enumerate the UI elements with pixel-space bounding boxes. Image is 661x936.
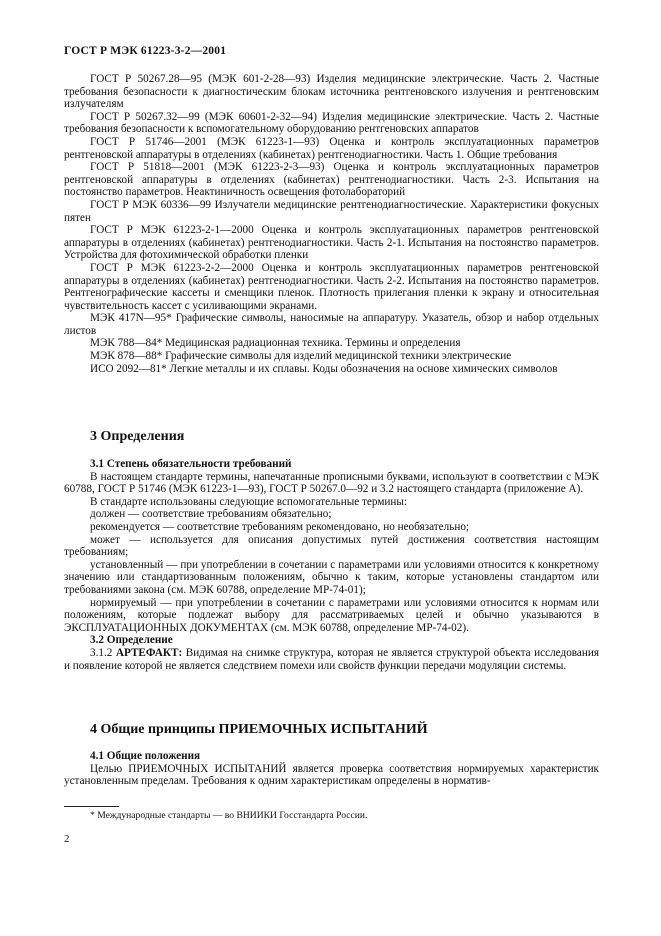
subsection-heading: 4.1 Общие положения	[90, 750, 201, 762]
footnote-divider	[64, 806, 119, 807]
reference-item: ГОСТ Р МЭК 61223-2-2—2000 Оценка и контроль эксплуатационных параметров рентгеновской аппаратуры в отделениях (кабинетах) рентгенодиагностики. Часть 2-2. Испытания на постоянство параметров. Рентгенографические кассеты и сменщики пленок. Плотность прилегания пленки к экрану и относительная чувствительность кассет с усиливающими экранами.	[64, 261, 599, 312]
paragraph: должен — соответствие требованиям обязательно;	[90, 508, 332, 521]
reference-item: ГОСТ Р 51746—2001 (МЭК 61223-1—93) Оценка и контроль эксплуатационных параметров рентгеновской аппаратуры в отделениях (кабинетах) рентгенодиагностики. Часть 1. Общие требования	[64, 135, 599, 161]
section-heading: 3 Определения	[90, 429, 185, 444]
section-acceptance-tests	[64, 750, 599, 788]
reference-item: ГОСТ Р 50267.32—99 (МЭК 60601-2-32—94) Изделия медицинские электрические. Часть 2. Частные требования безопасности к вспомогательному оборудованию рентгеновских аппаратов	[64, 110, 599, 136]
paragraph: Целью ПРИЕМОЧНЫХ ИСПЫТАНИЙ является проверка соответствия нормируемых характеристик установленным пределам. Требования к одним характеристикам определены в норматив-	[64, 762, 599, 788]
reference-item: ГОСТ Р 50267.28—95 (МЭК 601-2-28—93) Изделия медицинские электрические. Часть 2. Частные требования безопасности к диагностическим блокам источника рентгеновского излучения и рентгеновским излучателям	[64, 73, 599, 111]
definition-text: Видимая на снимке структура, которая не является структурой объекта исследования и появление которой не является следствием помехи или свойств функции передачи модуляции системы.	[64, 646, 600, 672]
subsection-heading: 3.1 Степень обязательности требований	[90, 458, 292, 470]
subsection-heading: 3.2 Определение	[90, 634, 173, 647]
definition-number: 3.1.2	[90, 646, 113, 659]
document-header: ГОСТ Р МЭК 61223-3-2—2001	[64, 45, 227, 57]
paragraph: В настоящем стандарте термины, напечатанные прописными буквами, используют в соответствии с МЭК 60788, ГОСТ Р 51746 (МЭК 61223-1—93), ГОСТ Р 50267.0—92 и 3.2 настоящего стандарта (приложение А).	[64, 470, 599, 496]
reference-item: МЭК 878—88* Графические символы для изделий медицинской техники электрические	[90, 350, 512, 363]
section-definitions	[64, 458, 599, 672]
paragraph: может — используется для описания допустимых путей достижения соответствия настоящим требованиям;	[64, 533, 599, 559]
paragraph: установленный — при употреблении в сочетании с параметрами или условиями относится к конкретному значению или стандартизованным положениям, обычно к таким, которые установлены стандартом или требованиями закона (см. МЭК 60788, определение МР-74-01);	[64, 558, 599, 596]
normative-references	[64, 73, 599, 375]
reference-item: ГОСТ Р 51818—2001 (МЭК 61223-2-3—93) Оценка и контроль эксплуатационных параметров рентгеновской аппаратуры в отделениях (кабинетах) рентгенодиагностики. Часть 2-3. Испытания на постоянство параметров. Неактиничность освещения фотолабораторий	[64, 161, 599, 199]
section-heading: 4 Общие принципы ПРИЕМОЧНЫХ ИСПЫТАНИЙ	[90, 722, 428, 737]
reference-item: МЭК 788—84* Медицинская радиационная техника. Термины и определения	[90, 337, 461, 350]
reference-item: ГОСТ Р МЭК 61223-2-1—2000 Оценка и контроль эксплуатационных параметров рентгеновской аппаратуры в отделениях (кабинетах) рентгенодиагностики. Часть 2-1. Испытания на постоянство параметров. Устройства для фотохимической обработки пленки	[64, 224, 599, 262]
paragraph: В стандарте использованы следующие вспомогательные термины:	[90, 495, 408, 508]
definition-paragraph	[64, 647, 599, 672]
reference-item: МЭК 417N—95* Графические символы, наносимые на аппаратуру. Указатель, обзор и набор отдельных листов	[64, 312, 599, 337]
page-number: 2	[64, 833, 70, 845]
paragraph: нормируемый — при употреблении в сочетании с параметрами или условиями относится к нормам или положениям, которые подлежат выбору для рассматриваемых целей и обычно указываются в ЭКСПЛУАТАЦИОННЫХ ДОКУМЕНТАХ (см. МЭК 60788, определение МР-74-02).	[64, 596, 599, 634]
reference-item: ИСО 2092—81* Легкие металлы и их сплавы. Коды обозначения на основе химических символов	[90, 362, 558, 375]
reference-item: ГОСТ Р МЭК 60336—99 Излучатели медицинские рентгенодиагностические. Характеристики фокусных пятен	[64, 198, 599, 224]
definition-term: АРТЕФАКТ:	[115, 646, 183, 659]
paragraph: рекомендуется — соответствие требованиям рекомендовано, но необязательно;	[90, 520, 470, 533]
footnote: * Международные стандарты — во ВНИИКИ Госстандарта России.	[90, 810, 368, 821]
